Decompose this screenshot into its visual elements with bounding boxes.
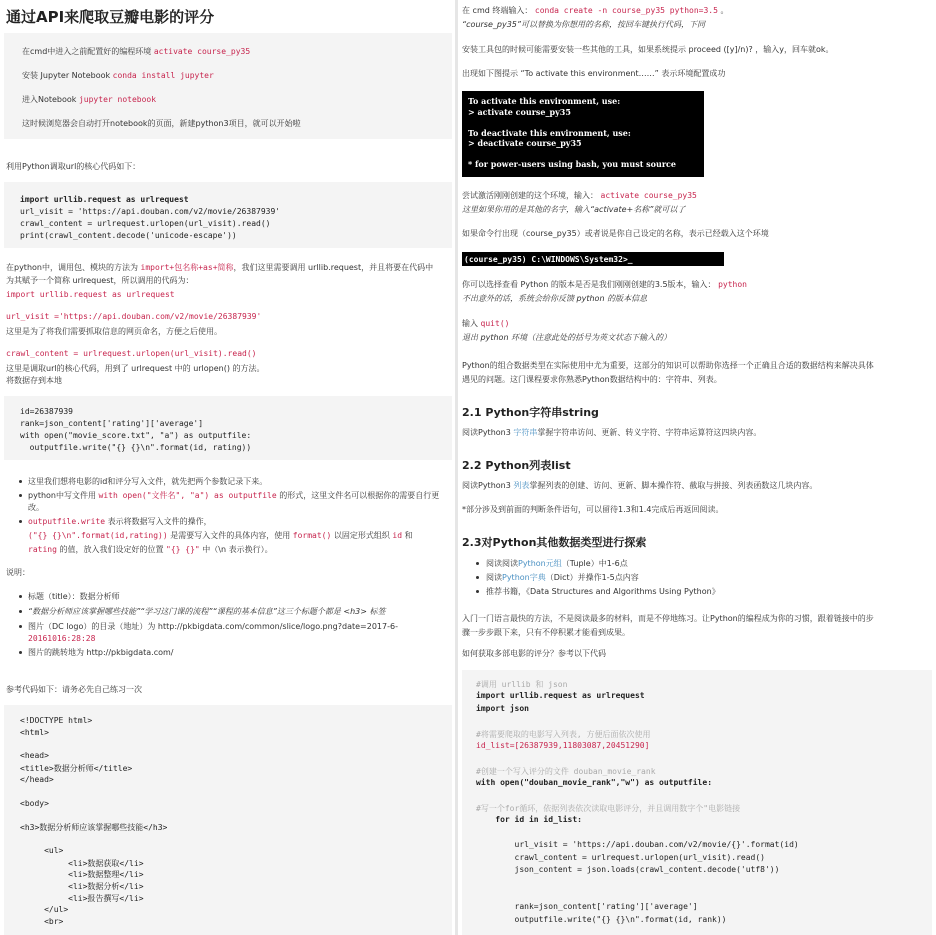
r-bullet-2: 阅读Python字典（Dict）并操作1-5点内容	[486, 573, 639, 582]
bullet-3: outputfile.write 表示将数据写入文件的操作，	[28, 517, 212, 526]
bullet-3-cont: ("{} {}\n".format(id,rating)) 是需要写入文件的具体内容，使用 format() 以固定形式组织 id 和	[28, 531, 413, 540]
para-3: 这里是调取url的核心代码，用到了 urlrequest 中的 urlopen() 的方法。	[6, 364, 265, 373]
python-code-line: for id in id_list:	[476, 815, 582, 825]
bullet-2: python中写文件用 with open("文件名", "a") as outputfile 的形式，这里文件名可以根据你的需要自行更	[28, 491, 440, 500]
note-bullet-3-cont: 20161016:28:28	[28, 634, 96, 643]
python-code-line: json_content = json.loads(crawl_content.decode('utf8'))	[476, 865, 780, 874]
html-code-line: <ul>	[20, 845, 64, 855]
bullet-dot	[19, 494, 22, 497]
right-column	[458, 0, 936, 935]
heading-2-3: 2.3对Python其他数据类型进行探索	[462, 536, 647, 549]
code1-line: url_visit = 'https://api.douban.com/v2/movie/26387939'	[20, 207, 281, 216]
page-title: 通过API来爬取豆瓣电影的评分	[6, 8, 215, 26]
heading-2-2: 2.2 Python列表list	[462, 459, 571, 472]
code1-line: crawl_content = urlrequest.urlopen(url_visit).read()	[20, 219, 271, 228]
html-code-line: <title>数据分析师</title>	[20, 764, 133, 774]
step-3: 进入Notebook jupyter notebook	[22, 95, 157, 104]
bullet-dot	[19, 595, 22, 598]
r-line-5: 尝试激活刚刚创建的这个环境，输入： activate course_py35	[462, 191, 697, 200]
r-line-10: 输入 quit()	[462, 319, 510, 328]
ref-label: 参考代码如下：请务必先自己练习一次	[6, 685, 142, 694]
link-dict[interactable]: Python字典	[502, 573, 546, 582]
python-code-line: import urllib.request as urlrequest	[476, 691, 645, 701]
bullet-1: 这里我们想将电影的id和评分写入文件，就先把两个参数记录下来。	[28, 477, 268, 486]
code2-line: outputfile.write("{} {}\n".format(id, rating))	[20, 443, 252, 452]
python-code-line: crawl_content = urlrequest.urlopen(url_visit).read()	[476, 852, 765, 862]
python-code-line: #写一个for循环，依据列表依次读取电影评分，并且调用数字个"电影链接	[476, 804, 741, 813]
python-code-line: #调用 urllib 和 json	[476, 680, 568, 689]
terminal-2-text: (course_py35) C:\WINDOWS\System32>_	[464, 255, 633, 264]
python-code-line: rank=json_content['rating']['average']	[476, 902, 698, 912]
para-1: 在python中，调用包、模块的方法为 import+包名称+as+简称，我们这里需要调用 urllib.request，并且将要在代码中	[6, 263, 434, 272]
bullet-dot	[476, 562, 479, 565]
bullet-2-cont: 改。	[28, 503, 44, 512]
note-bullet-4: 图片的跳转地为 http://pkbigdata.com/	[28, 648, 174, 657]
bullet-3-cont2: rating 的值，放入我们设定好的位置 "{} {}" 中（\n 表示换行）。	[28, 545, 273, 554]
r-bullet-1: 阅读阅读Python元组（Tuple）中1-6点	[486, 559, 628, 568]
python-code-line: with open("douban_movie_rank","w") as outputfile:	[476, 778, 713, 788]
left-column	[0, 0, 455, 935]
r-line-2: “course_py35”可以替换为你想用的名称，按回车键执行代码，下同	[462, 20, 706, 29]
note-bullet-1: 标题（title）：数据分析师	[28, 592, 120, 601]
html-code-line: </head>	[20, 775, 54, 784]
r-line-9: 不出意外的话，系统会给你反馈 python 的版本信息	[462, 294, 648, 303]
step-1: 在cmd中进入之前配置好的编程环境 activate course_py35	[22, 47, 251, 56]
r-line-7: 如果命令行出现（course_py35）或者说是你自己设定的名称，表示已经载入这个环境	[462, 229, 769, 238]
code2-line: id=26387939	[20, 407, 73, 416]
python-code-line: outputfile.write("{} {}\n".format(id, rank))	[476, 914, 727, 924]
heading-2-1: 2.1 Python字符串string	[462, 406, 599, 419]
inline-code-3: crawl_content = urlrequest.urlopen(url_visit).read()	[6, 349, 257, 358]
html-code-line: </ul>	[20, 904, 69, 914]
code1-line: print(crawl_content.decode('unicode-escape'))	[20, 231, 237, 240]
p-intro-2: 骤一步步跟下来，只有不停积累才能看到成果。	[462, 628, 630, 637]
bullet-dot	[19, 520, 22, 523]
step-2: 安装 Jupyter Notebook conda install jupyter	[22, 71, 214, 80]
para-2: 这里是为了将我们需要抓取信息的网页命名，方便之后使用。	[6, 327, 222, 336]
r-bullet-3: 推荐书籍，《Data Structures and Algorithms Using Python》	[486, 587, 720, 596]
step-4: 这时候浏览器会自动打开notebook的页面，新建python3项目，就可以开始啦	[22, 119, 301, 128]
python-code-line: #将需要爬取的电影写入列表, 方便后面依次使用	[476, 729, 651, 739]
link-list[interactable]: 列表	[513, 481, 530, 490]
r-line-13: 遇见的问题。这门课程要求你熟悉Python数据结构中的：字符串、列表。	[462, 375, 722, 384]
bullet-dot	[19, 651, 22, 654]
p-2-1: 阅读Python3 字符串掌握字符串访问、更新、转义字符、字符串运算符这四块内容。	[462, 428, 762, 437]
html-code-line: <!DOCTYPE html>	[20, 716, 93, 725]
code2-line: rank=json_content['rating']['average']	[20, 419, 204, 428]
r-line-11: 退出 python 环境（注意此处的括号为英文状态下输入的）	[462, 333, 672, 342]
python-code-line: url_visit = 'https://api.douban.com/v2/movie/{}'.format(id)	[476, 840, 799, 850]
bullet-dot	[19, 625, 22, 628]
p-2-2: 阅读Python3 列表掌握列表的创建、访问、更新、脚本操作符、截取与拼接、列表函数这几块内容。	[462, 481, 818, 490]
intro-code-label: 利用Python调取url的核心代码如下：	[6, 162, 141, 171]
bullet-dot	[476, 576, 479, 579]
python-code-line: id_list=[26387939,11803087,20451290]	[476, 741, 650, 750]
html-code-line: <li>数据获取</li>	[20, 858, 144, 868]
r-line-3: 安装工具包的时候可能需要安装一些其他的工具，如果系统提示 proceed ([y]/n)? ，输入y，回车就ok。	[462, 45, 834, 54]
python-code-line: import json	[476, 703, 529, 713]
terminal-line: > activate course_py35	[468, 106, 571, 117]
p-question: 如何获取多部电影的评分？参考以下代码	[462, 649, 606, 658]
bullet-dot	[19, 480, 22, 483]
link-tuple[interactable]: Python元组	[518, 559, 562, 568]
code1-line: import urllib.request as urlrequest	[20, 195, 189, 204]
r-line-6: 这里如果你用的是其他的名字，输入“activate+名称”就可以了	[462, 205, 686, 214]
terminal-line: * for power-users using bash, you must source	[468, 159, 677, 169]
python-code-line: #创建一个写入评分的文件 douban_movie_rank	[476, 766, 656, 776]
html-code-line: <body>	[20, 798, 49, 808]
r-line-4: 出现如下图提示 “To activate this environment……” 表示环境配置成功	[462, 69, 726, 78]
terminal-line: > deactivate course_py35	[468, 138, 582, 148]
terminal-line: To deactivate this environment, use:	[468, 127, 631, 138]
inline-code-1: import urllib.request as urlrequest	[6, 290, 175, 299]
r-line-8: 你可以选择查看 Python 的版本是否是我们刚刚创建的3.5版本，输入： python	[462, 280, 747, 289]
bullet-dot	[19, 610, 22, 613]
html-code-line: <li>数据分析</li>	[20, 882, 144, 892]
html-code-line: <li>数据整理</li>	[20, 870, 144, 880]
note-bullet-2: “数据分析师应该掌握哪些技能”“学习这门课的流程”“课程的基本信息”这三个标题个都是 <h3> 标签	[28, 607, 386, 616]
r-line-1: 在 cmd 终端输入： conda create -n course_py35 python=3.5 。	[462, 6, 729, 15]
html-code-line: <h3>数据分析师应该掌握哪些技能</h3>	[20, 823, 168, 833]
note-label: 说明：	[6, 568, 30, 577]
p-intro-1: 入门一门语言最快的方法，不是阅读最多的材料，而是不停地练习。让Python的编程成为你的习惯，跟着链接中的步	[462, 614, 874, 623]
r-line-12: Python的组合数据类型在实际使用中尤为重要，这部分的知识可以帮助你选择一个正确且合适的数据结构来解决具体	[462, 361, 874, 370]
html-code-line: <li>报告撰写</li>	[20, 894, 144, 903]
p-2-2-note: *部分涉及到前面的判断条件语句，可以留待1.3和1.4完成后再返回阅读。	[462, 505, 724, 514]
link-string[interactable]: 字符串	[513, 428, 538, 437]
html-code-line: <br>	[20, 916, 64, 926]
para-3b: 将数据存到本地	[6, 376, 62, 385]
note-bullet-3: 图片（DC logo）的目录（地址）为 http://pkbigdata.com/common/slice/logo.png?date=2017-6-	[28, 622, 398, 631]
inline-code-2: url_visit ='https://api.douban.com/v2/movie/26387939'	[6, 312, 262, 321]
code2-line: with open("movie_score.txt", "a") as outputfile:	[20, 431, 252, 440]
para-1-cont: 为其赋予一个简称 urlrequest，所以调用的代码为：	[6, 276, 194, 285]
html-code-line: <head>	[20, 751, 49, 761]
html-code-line: <html>	[20, 727, 49, 737]
terminal-line: To activate this environment, use:	[468, 96, 621, 106]
bullet-dot	[476, 590, 479, 593]
